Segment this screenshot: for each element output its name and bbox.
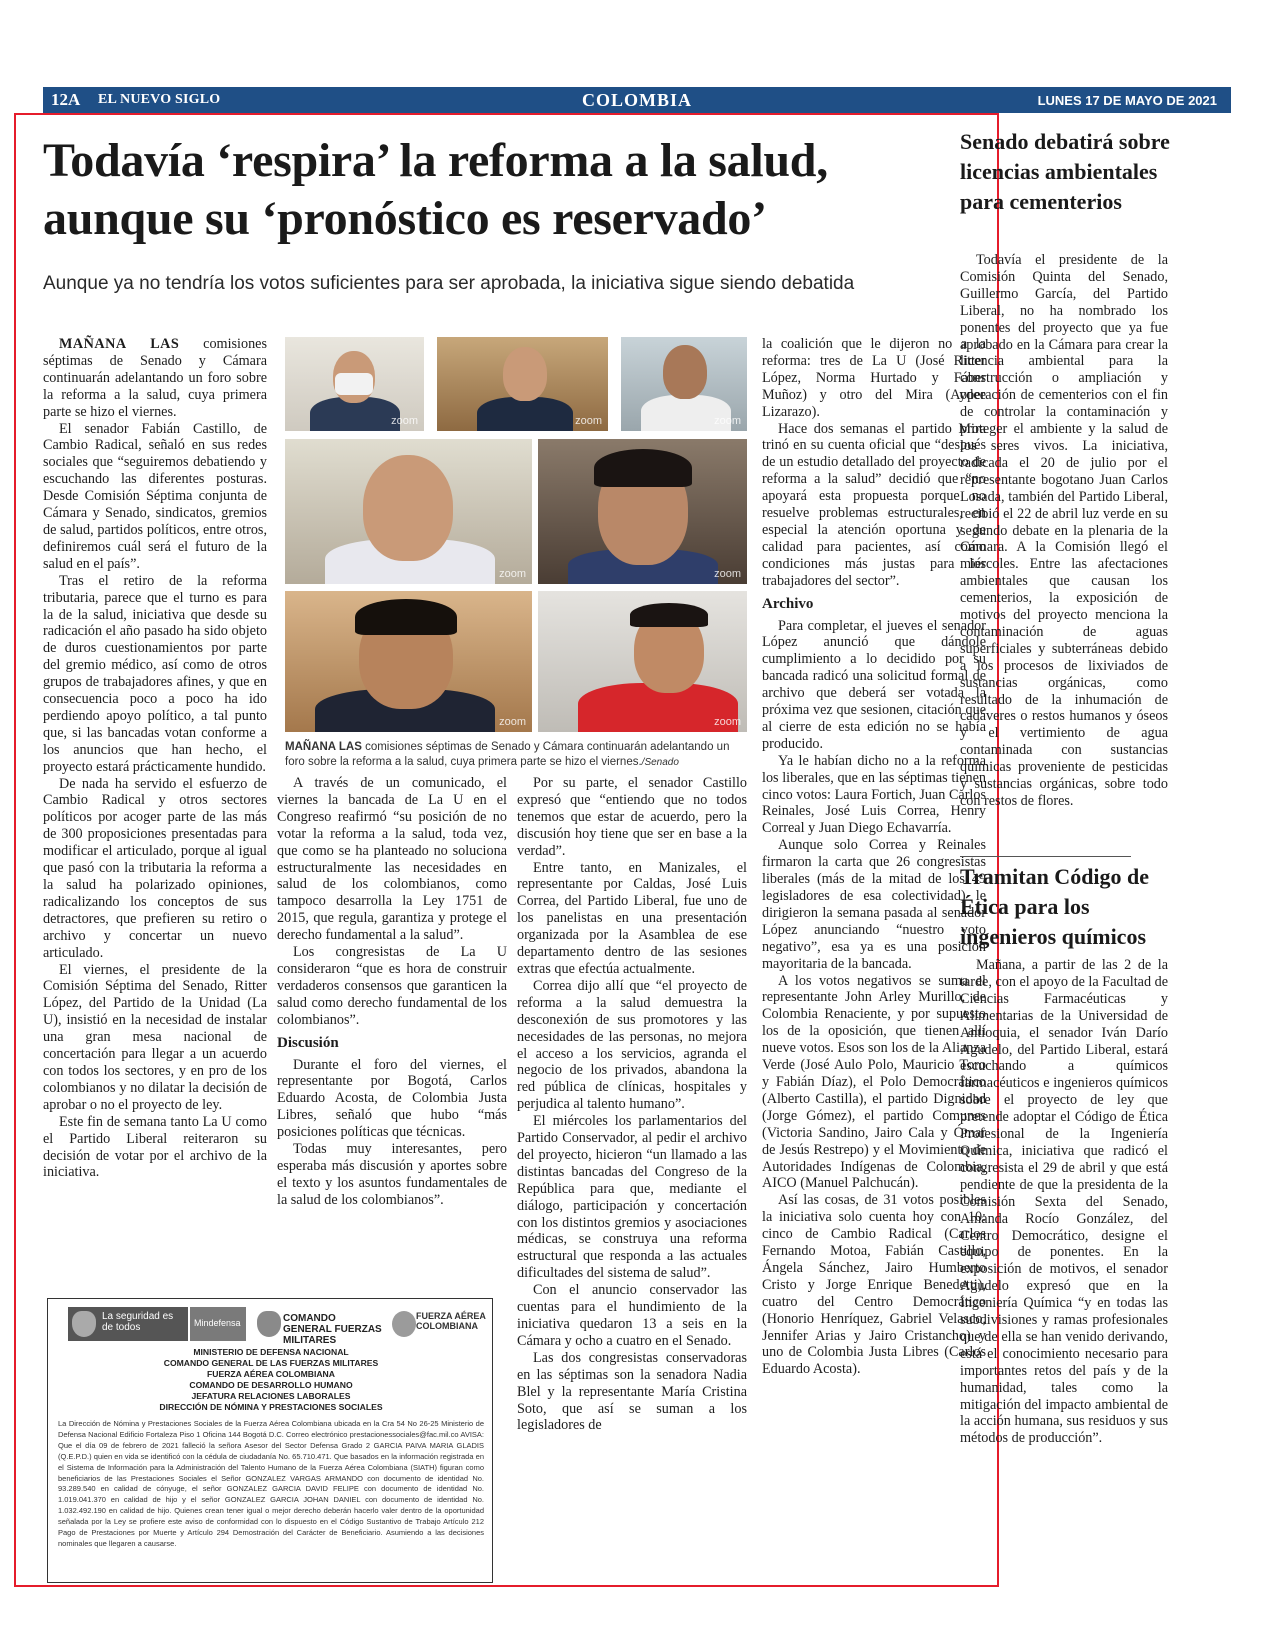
paragraph: Ya le habían dicho no a la reforma los liberales, que en las séptimas tienen cinco votos: Laura Fortich, Juan Carlos Reinales, José Luis Correa, Henry Correal y Juan Diego Echavarría.	[762, 752, 986, 837]
photo-credit: /Senado	[641, 757, 679, 768]
ad-heading-line: DIRECCIÓN DE NÓMINA Y PRESTACIONES SOCIALES	[159, 1402, 383, 1412]
sidebar-headline-1: Senado debatirá sobre licencias ambientales para cementerios	[960, 129, 1170, 214]
article-column-2	[277, 775, 507, 1209]
edition-date: LUNES 17 DE MAYO DE 2021	[1037, 93, 1217, 108]
paragraph: Mañana, a partir de las 2 de la tarde, con el apoyo de la Facultad de Ciencias Farmacéuticas y Alimentarias de la Universidad de Antioquia, el senador Iván Darío Agudelo, del Partido Liberal, estará escuchando a químicos farmacéuticos e ingenieros químicos sobre el proyecto de ley que pretende adoptar el Código de Ética Profesional de la Ingeniería Química, iniciativa que radicó el congresista el 29 de abril y que está pendiente de que la presidenta de la Comisión Sexta del Senado, Amanda Rocío González, del Centro Democrático, designe el equipo de ponentes. En la exposición de motivos, el senador Agudelo expresó que en la Ingeniería Química “y en todas las subdivisiones y ramas profesionales que de ella se han venido derivando, está el conocimiento necesario para importantes retos del país y de la humanidad, tales como la mitigación del impacto ambiental de la acción humana, sus residuos y sus métodos de producción”.	[960, 957, 1168, 1447]
paragraph: Hace dos semanas el partido Mira trinó en su cuenta oficial que “después de un estudio detallado del proyecto de reforma a la salud” decidió que “no apoyará esta propuesta porque no resuelve problemas estructurales, en especial la atención oportuna y de calidad para pacientes, así como condiciones más justas para los trabajadores del sector”.	[762, 420, 986, 589]
paragraph: la coalición que le dijeron no a la reforma: tres de La U (José Ritter López, Norma Hurtado y Fáber Muñoz) y otro del Mira (Aydee Lizarazo).	[762, 336, 986, 420]
air-force-crest-icon	[392, 1311, 416, 1337]
paragraph: Entre tanto, en Manizales, el representante por Caldas, José Luis Correa, del Partido Liberal, fue uno de los panelistas en una presentación organizada por la Asamblea de ese departamento dentro de las sesiones extras que efectúa actualmente.	[517, 859, 747, 977]
ad-heading-line: JEFATURA RELACIONES LABORALES	[191, 1391, 351, 1401]
article-column-3	[517, 775, 747, 1434]
article-column-1	[43, 336, 267, 1181]
subheading: Discusión	[277, 1034, 339, 1051]
mindefensa-logo: Mindefensa	[190, 1307, 246, 1341]
sidebar-story-2	[960, 957, 1168, 1447]
zoom-watermark: zoom	[575, 415, 602, 427]
zoom-watermark: zoom	[714, 716, 741, 728]
ad-logo-strip	[68, 1307, 486, 1346]
publication-name: EL NUEVO SIGLO	[98, 92, 221, 107]
lead-in: MAÑANA LAS	[59, 336, 180, 352]
zoom-watermark: zoom	[391, 415, 418, 427]
paragraph: Aunque solo Correa y Reinales firmaron la carta que 26 congresistas liberales (más de la mitad de los 49 legisladores de esa colectividad) le dirigieron la semana pasada al senador López anunciando “nuestro voto negativo”, esa ya es una posición mayoritaria de la bancada.	[762, 837, 986, 972]
paragraph: Tras el retiro de la reforma tributaria, parece que el turno es para la de la salud, iniciativa que desde su radicación el año pasado ha sido objeto de duros cuestionamientos por parte del gremio médico, así como de otros grupos de trabajadores afines, y que en consecuencia poco a poco ha ido perdiendo apoyo político, a tal punto que, si las bancadas votan conforme a los anuncios que han hecho, el proyecto estará prácticamente hundido.	[43, 572, 267, 775]
zoom-meeting-photo	[285, 337, 747, 732]
ad-heading-line: MINISTERIO DE DEFENSA NACIONAL	[193, 1347, 349, 1357]
section-title: COLOMBIA	[581, 90, 692, 110]
air-force-logo	[388, 1307, 488, 1341]
logo-text: COMANDO GENERAL FUERZAS MILITARES	[283, 1313, 382, 1346]
ad-body-text: La Dirección de Nómina y Prestaciones Sociales de la Fuerza Aérea Colombiana ubicada en la Cra 54 No 26-25 Ministerio de Defensa Nacional Edificio Fortaleza Piso 1 Oficina 144 Bogotá D.C. Correo electrónico prestacionessociales@fac.mil.co AVISA: Que el día 09 de febrero de 2021 falleció la señora Asesor del Sector Defensa Grado 2 GARCIA PAIVA MARIA GLADIS (Q.E.P.D.) quien en vida se identificó con la cédula de ciudadanía No. 65.710.471. Que basados en la información registrada en el Sistema de Información para la Administración del Talento Humano de la Fuerza Aérea Colombiana (SIATH) figuran como beneficiarios de las Prestaciones Sociales el Señor GONZALEZ VARGAS ARMANDO con documento de identidad No. 93.289.540 en calidad de cónyuge, el señor GONZALEZ GARCIA DAVID FELIPE con documento de identidad No. 1.019.041.370 en calidad de hijo y el señor GONZALEZ GARCIA JOHAN DANIEL con documento de identidad No. 1.032.492.190 en calidad de hijo. Quienes crean tener igual o mejor derecho deberán hacerlo valer dentro de la oportunidad señalada por la Ley se profiere este aviso de conformidad con lo dispuesto en el Código Sustantivo de Trabajo Artículo 212 Pago de Prestaciones por Muerte y Artículo 294 Demostración del Carácter de Beneficiario. Asumiendo a las decisiones nominales que llegaren a causarse.	[58, 1419, 484, 1548]
paragraph: Los congresistas de La U consideraron “que es hora de construir verdaderos consensos que garanticen la salud como derecho fundamental de los colombianos”.	[277, 944, 507, 1028]
paragraph: Todavía el presidente de la Comisión Quinta del Senado, Guillermo García, del Partido Liberal, no ha nombrado los ponentes del proyecto que ya fue aprobado en la Cámara para crear la licencia ambiental para la construcción o ampliación y operación de cementerios con el fin de controlar la contaminación y proteger el ambiente y la salud de los seres vivos. La iniciativa, radicada el 20 de julio por el representante bogotano Juan Carlos Losada, también del Partido Liberal, recibió el 22 de abril luz verde en su segundo debate en la plenaria de la Cámara. A la Comisión llegó el miércoles. Entre las afectaciones ambientales que causan los cementerios, la exposición de motivos del proyecto menciona la contaminación de aguas superficiales y subterráneas debido a los procesos de lixiviados de sustancias orgánicas, como resultado de la inhumación de cadáveres o restos humanos y óseos y el vertimiento de agua contaminada con sustancias químicas proveniente de pesticidas y sustancias orgánicas, sobre todo con restos de flores.	[960, 252, 1168, 809]
zoom-watermark: zoom	[499, 568, 526, 580]
caption-lead: MAÑANA LAS	[285, 741, 362, 753]
participant-tile	[285, 337, 424, 431]
sidebar-divider	[960, 856, 1131, 857]
government-logo	[68, 1307, 188, 1341]
paragraph: Durante el foro del viernes, el representante por Bogotá, Carlos Eduardo Acosta, de Colombia Justa Libres, señaló que hubo “más posiciones políticas que técnicas.	[277, 1056, 507, 1141]
article-headline: Todavía ‘respira’ la reforma a la salud, aunque su ‘pronóstico es reservado’	[43, 134, 828, 245]
zoom-watermark: zoom	[714, 568, 741, 580]
paragraph: Todas muy interesantes, pero esperaba más discusión y aportes sobre el texto y los asuntos fundamentales de la salud de los colombianos”.	[277, 1141, 507, 1208]
paragraph: Este fin de semana tanto La U como el Partido Liberal reiteraron su decisión de votar por el archivo de la iniciativa.	[43, 1113, 267, 1181]
participant-tile	[621, 337, 747, 431]
paragraph: Las dos congresistas conservadoras en las séptimas son la senadora Nadia Blel y la representante María Cristina Soto, que así se suman a los legisladores de	[517, 1349, 747, 1434]
paragraph: Por su parte, el senador Castillo expresó que “entiendo que no todos tenemos que estar de acuerdo, pero la discusión hoy tiene que ser en base a la verdad”.	[517, 775, 747, 859]
military-crest-icon	[257, 1311, 281, 1337]
participant-tile	[285, 439, 532, 584]
zoom-watermark: zoom	[499, 716, 526, 728]
ad-heading-line: FUERZA AÉREA COLOMBIANA	[207, 1369, 335, 1379]
paragraph: El miércoles los parlamentarios del Partido Conservador, al pedir el archivo del proyecto, hicieron “un llamado a las distintas bancadas del Congreso de la República para que, mediante el diálogo, participación y concertación con los distintos gremios y asociaciones médicas, se construya una reforma estructural que responda a las actuales dificultades del sistema de salud”.	[517, 1113, 747, 1282]
paragraph: Con el anuncio conservador las cuentas para el hundimiento de la iniciativa quedaron 13 a seis en la Cámara y ocho a cuatro en el Senado.	[517, 1282, 747, 1349]
paragraph: A través de un comunicado, el viernes la bancada de La U en el Congreso reafirmó “su posición de no votar la reforma a la salud, toda vez, que como se ha planteado no soluciona estructuralmente las necesidades en salud de los colombianos, como tampoco desarrolla la Ley 1751 de 2015, que regula, garantiza y protege el derecho fundamental a la salud”.	[277, 775, 507, 944]
ad-heading-line: COMANDO DE DESARROLLO HUMANO	[189, 1380, 353, 1390]
legal-notice-ad	[47, 1298, 493, 1583]
paragraph: De nada ha servido el esfuerzo de Cambio Radical y otros sectores políticos por acoger parte de las más de 300 proposiciones presentadas para modificar el articulado, porque al igual que pasó con la tributaria la reforma a la salud ha polarizado opiniones, radicalizando los conceptos de sus detractores, que prefieren su retiro o archivo y concertar un nuevo articulado.	[43, 775, 267, 961]
subheading: Archivo	[762, 595, 814, 612]
ad-heading-line: COMANDO GENERAL DE LAS FUERZAS MILITARES	[163, 1358, 379, 1368]
paragraph: Para completar, el jueves el senador López anunció que dándole cumplimiento a lo decidido por su bancada radicó una solicitud formal de archivo que deberá ser votada la próxima vez que sesionen, citación que al cierre de esta edición no se había producido.	[762, 617, 986, 752]
page-header	[43, 87, 1231, 113]
zoom-watermark: zoom	[714, 415, 741, 427]
sidebar-headline-2: Tramitan Código de Ética para los ingenieros químicos	[960, 864, 1150, 949]
military-command-logo	[253, 1307, 383, 1346]
paragraph	[43, 336, 267, 421]
ad-heading	[48, 1347, 494, 1413]
paragraph: El viernes, el presidente de la Comisión Séptima del Senado, Ritter López, del Partido de la Unidad (La U), insistió en la necesidad de instalar una gran mesa nacional de concertación para llegar a un acuerdo con todos los sectores, y en pro de los colombianos y no dilatar la decisión de aprobar o no el proyecto de ley.	[43, 961, 267, 1113]
logo-text: FUERZA AÉREA COLOMBIANA	[416, 1311, 486, 1331]
page-number: 12A	[51, 90, 81, 109]
paragraph: El senador Fabián Castillo, de Cambio Radical, señaló en sus redes sociales que “seguiremos debatiendo y escuchando las diferentes posturas. Desde Comisión Séptima conjunta de Cámara y Senado, sindicatos, gremios de salud, partidos políticos, entre otros, definiremos cuál será el futuro de la salud en el país”.	[43, 420, 267, 572]
paragraph-text: comisiones séptimas de Senado y Cámara continuarán adelantando un foro sobre la reforma a la salud, cuya primera parte se hizo el viernes.	[43, 336, 267, 420]
paragraph: A los votos negativos se suma el representante John Arley Murillo, de Colombia Renaciente, y por supuesto los de la oposición, que tienen allí nueve votos. Esos son los de la Alianza Verde (José Aulo Polo, Mauricio Toro y Fabián Díaz), el Polo Democrático (Alberto Castilla), el partido Dignidad (Jorge Gómez), el partido Comunes (Victoria Sandino, Jairo Cala y Ómar de Jesús Restrepo) y el Movimiento de Autoridades Indígenas de Colombia, AICO (Manuel Palchucán).	[762, 972, 986, 1192]
participant-tile	[285, 591, 532, 732]
participant-tile	[538, 591, 747, 732]
colombia-shield-icon	[72, 1311, 96, 1337]
article-column-4	[762, 336, 986, 1378]
photo-caption	[285, 740, 750, 770]
participant-tile	[437, 337, 608, 431]
caption-text: comisiones séptimas de Senado y Cámara continuarán adelantando un foro sobre la reforma a la salud, cuya primera parte se hizo el viernes.	[285, 741, 730, 768]
sidebar-story-1	[960, 252, 1168, 810]
paragraph: Así las cosas, de 31 votos posibles la iniciativa solo cuenta hoy con 10: cinco de Cambio Radical (Carlos Fernando Motoa, Fabián Castillo, Ángela Sánchez, Jairo Humberto Cristo y Jorge Enrique Benedetti), cuatro del Centro Democrático (Honorio Henríquez, Gabriel Velasco, Jennifer Arias y Jairo Cristancho) y uno de Colombia Justa Libres (Carlos Eduardo Acosta).	[762, 1192, 986, 1378]
article-deck: Aunque ya no tendría los votos suficientes para ser aprobada, la iniciativa sigue siendo debatida	[43, 273, 855, 294]
paragraph: Correa dijo allí que “el proyecto de reforma a la salud demuestra la desconexión de sus promotores y las necesidades de las personas, no mejora el acceso a los servicios, agranda el negocio de los privados, abandona la red pública de clínicas, hospitales y perjudica al talento humano”.	[517, 977, 747, 1113]
participant-tile	[538, 439, 747, 584]
logo-text: La seguridad es de todos	[102, 1311, 174, 1333]
